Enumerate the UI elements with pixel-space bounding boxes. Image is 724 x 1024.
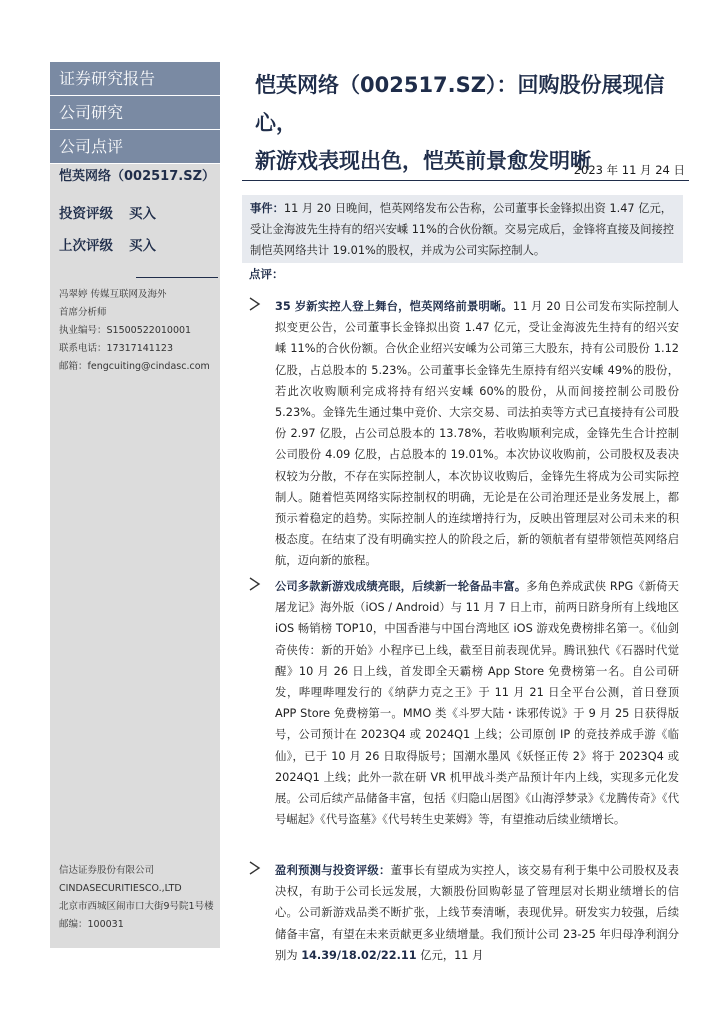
report-subcategory: 公司点评 bbox=[50, 130, 220, 164]
title-line-2: 新游戏表现出色，恺英前景愈发明晰 bbox=[255, 149, 591, 173]
company-line: 北京市西城区闹市口大街9号院1号楼 bbox=[59, 901, 214, 912]
event-box bbox=[242, 195, 683, 263]
bullet-point bbox=[249, 860, 679, 966]
event-label: 事件： bbox=[250, 202, 284, 215]
bullet-point bbox=[249, 576, 679, 830]
company-line: CINDASECURITIESCO.,LTD bbox=[59, 883, 182, 894]
arrow-bullet-icon bbox=[249, 576, 263, 596]
bullet-body: 多角色养成武侠 RPG《新倚天屠龙记》海外版（iOS / Android）与 11 月 7 日上市，前两日跻身所有上线地区 iOS 畅销榜 TOP10，中国香港与中国台湾地区 iOS 游戏免费榜排名第一。《仙剑奇侠传：新的开始》小程序已上线，截至目前表现优异。腾讯独代《石器时代觉醒》10 月 26 日上线，首发即全天霸榜 App Store 免费榜第一名。自公司研发，哔哩哔哩发行的《纳萨力克之王》于 11 月 21 日全平台公测，首日登顶 APP Store 免费榜第一。MMO 类《斗罗大陆・诛邪传说》于 9 月 25 日获得版号，公司预计在 2023Q4 或 2024Q1 上线；公司原创 IP 的竞技养成手游《临仙》，已于 10 月 26 日取得版号；国潮水墨风《妖怪正传 2》将于 2023Q4 或 2024Q1 上线；此外一款在研 VR 机甲战斗类产品预计年内上线，实现多元化发展。公司后续产品储备丰富，包括《归隐山居图》《山海浮梦录》《龙腾传奇》《代号崛起》《代号盗墓》《代号转生史莱姆》等，有望推动后续业绩增长。 bbox=[275, 580, 679, 827]
bullet-point bbox=[249, 296, 679, 572]
company-line: 邮编：100031 bbox=[59, 919, 124, 930]
company-line: 信达证券股份有限公司 bbox=[59, 865, 155, 876]
forecast-highlight: 14.39/18.02/22.11 bbox=[301, 948, 417, 962]
analyst-info bbox=[59, 286, 224, 376]
company-info bbox=[59, 862, 224, 934]
sidebar-divider bbox=[136, 277, 218, 278]
bullet-text bbox=[275, 296, 679, 572]
analyst-line: 联系电话：17317141123 bbox=[59, 343, 173, 354]
bullet-text bbox=[275, 576, 679, 830]
report-date: 2023 年 11 月 24 日 bbox=[573, 163, 685, 177]
header-rule bbox=[242, 180, 689, 181]
arrow-bullet-icon bbox=[249, 296, 263, 316]
prev-rating-label: 上次评级 bbox=[59, 238, 113, 254]
rating-label: 投资评级 bbox=[59, 206, 113, 222]
bullet-heading: 盈利预测与投资评级： bbox=[275, 864, 391, 877]
rating-value: 买入 bbox=[129, 206, 156, 222]
bullet-heading: 35 岁新实控人登上舞台，恺英网络前景明晰。 bbox=[275, 300, 513, 313]
event-text: 11 月 20 日晚间，恺英网络发布公告称，公司董事长金锋拟出资 1.47 亿元，受让金海波先生持有的绍兴安嵊 11%的合伙份额。交易完成后，金锋将直接及间接控制恺英网络共计 19.01%的股权，并成为公司实际控制人。 bbox=[250, 202, 675, 257]
bullet-body-end: 亿元，11 月 bbox=[416, 948, 484, 962]
prev-rating-value: 买入 bbox=[129, 238, 156, 254]
comment-label: 点评： bbox=[249, 267, 284, 281]
stock-name: 恺英网络（002517.SZ） bbox=[59, 169, 216, 184]
bullet-heading: 公司多款新游戏成绩亮眼，后续新一轮备品丰富。 bbox=[275, 580, 527, 593]
title-line-1: 恺英网络（002517.SZ）：回购股份展现信心， bbox=[255, 73, 665, 135]
bullet-text bbox=[275, 860, 679, 966]
bullet-body: 董事长有望成为实控人，该交易有利于集中公司股权及表决权，有助于公司长远发展，大额股份回购彰显了管理层对长期业绩增长的信心。公司新游戏品类不断扩张，上线节奏清晰，表现优异。研发实力较强，后续储备丰富，有望在未来贡献更多业绩增量。我们预计公司 23-25 年归母净利润分别为 bbox=[275, 864, 679, 962]
analyst-line: 执业编号：S1500522010001 bbox=[59, 325, 192, 336]
sidebar bbox=[50, 62, 220, 948]
analyst-line: 冯翠婷 传媒互联网及海外 bbox=[59, 289, 167, 300]
rating-row bbox=[50, 198, 220, 230]
report-type: 证券研究报告 bbox=[50, 62, 220, 96]
arrow-bullet-icon bbox=[249, 860, 263, 880]
analyst-email[interactable]: 邮箱：fengcuiting@cindasc.com bbox=[59, 361, 210, 372]
prev-rating-row bbox=[50, 230, 220, 262]
analyst-line: 首席分析师 bbox=[59, 307, 107, 318]
bullet-body: 11 月 20 日公司发布实际控制人拟变更公告，公司董事长金锋拟出资 1.47 亿元，受让金海波先生持有的绍兴安嵊 11%的合伙份额。合伙企业绍兴安嵊为公司第三大股东，持有公司股份 1.12 亿股，占总股本的 5.23%。公司董事长金锋先生原持有绍兴安嵊 49%的股份，若此次收购顺利完成将持有绍兴安嵊 60%的股份，从而间接控制公司股份 5.23%。金锋先生通过集中竞价、大宗交易、司法拍卖等方式已直接持有公司股份 2.97 亿股，占公司总股本的 13.78%，若收购顺利完成，金锋先生合计控制公司股份 4.09 亿股，占总股本的 19.01%。本次协议收购前，公司股权及表决权较为分散，不存在实际控制人，本次协议收购后，金锋先生将成为公司实际控制人。随着恺英网络实际控制权的明确，无论是在公司治理还是业务发展上，都预示着稳定的趋势。实际控制人的连续增持行为，反映出管理层对公司未来的积极态度。在结束了没有明确实控人的阶段之后，新的领航者有望带领恺英网络启航，迈向新的旅程。 bbox=[275, 300, 680, 568]
report-category: 公司研究 bbox=[50, 96, 220, 130]
